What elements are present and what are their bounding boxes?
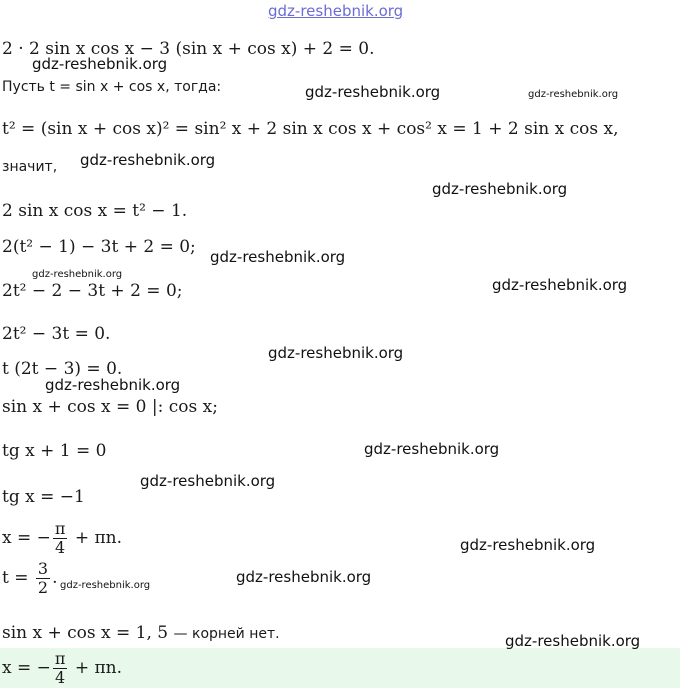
- eq13-right: + πn.: [74, 528, 122, 548]
- watermark: gdz-reshebnik.org: [236, 568, 372, 586]
- watermark-link[interactable]: gdz-reshebnik.org: [268, 2, 404, 20]
- equation-line-7: 2t² − 2 − 3t + 2 = 0;: [2, 281, 183, 301]
- watermark: gdz-reshebnik.org: [45, 376, 181, 394]
- watermark: gdz-reshebnik.org: [528, 89, 619, 100]
- watermark: gdz-reshebnik.org: [364, 440, 500, 458]
- watermark: gdz-reshebnik.org: [32, 55, 168, 73]
- watermark: gdz-reshebnik.org: [140, 472, 276, 490]
- watermark: gdz-reshebnik.org: [268, 344, 404, 362]
- equation-line-3: t² = (sin x + cos x)² = sin² x + 2 sin x cos x + cos² x = 1 + 2 sin x cos x,: [2, 119, 619, 139]
- eq14-left: t =: [2, 568, 29, 588]
- eq13-left: x = −: [2, 528, 51, 548]
- watermark: gdz-reshebnik.org: [460, 536, 596, 554]
- watermark: gdz-reshebnik.org: [492, 276, 628, 294]
- fraction-denominator: 4: [55, 668, 66, 687]
- answer-left: x = −: [2, 658, 51, 678]
- equation-line-10: sin x + cos x = 0 |: cos x;: [2, 397, 218, 417]
- watermark: gdz-reshebnik.org: [80, 151, 216, 169]
- equation-line-6: 2(t² − 1) − 3t + 2 = 0;: [2, 237, 196, 257]
- fraction-pi-over-4: [53, 520, 68, 557]
- fraction-numerator: π: [54, 649, 66, 668]
- watermark: gdz-reshebnik.org: [432, 180, 568, 198]
- watermark: gdz-reshebnik.org: [305, 83, 441, 101]
- equation-line-8: 2t² − 3t = 0.: [2, 324, 111, 344]
- fraction-3-over-2: [36, 560, 50, 597]
- equation-line-9: t (2t − 3) = 0.: [2, 359, 123, 379]
- fraction-denominator: 4: [55, 538, 66, 557]
- equation-line-14: [2, 560, 57, 597]
- eq15-math: sin x + cos x = 1, 5: [2, 623, 169, 643]
- watermark: gdz-reshebnik.org: [210, 248, 346, 266]
- equation-line-11: tg x + 1 = 0: [2, 441, 107, 461]
- text-line-hence: значит,: [2, 159, 58, 175]
- text-line-let: Пусть t = sin x + cos x, тогда:: [2, 79, 222, 95]
- watermark: gdz-reshebnik.org: [60, 580, 151, 591]
- equation-line-5: 2 sin x cos x = t² − 1.: [2, 201, 188, 221]
- fraction-numerator: π: [54, 519, 66, 538]
- watermark: gdz-reshebnik.org: [32, 269, 123, 280]
- fraction-numerator: 3: [37, 559, 49, 578]
- fraction-pi-over-4: [53, 650, 68, 687]
- final-answer: [2, 650, 122, 687]
- equation-line-1: 2 · 2 sin x cos x − 3 (sin x + cos x) + 2 = 0.: [2, 39, 375, 59]
- fraction-denominator: 2: [37, 578, 49, 597]
- answer-right: + πn.: [74, 658, 122, 678]
- eq14-period: .: [52, 568, 58, 588]
- equation-line-15: [2, 622, 280, 645]
- watermark: gdz-reshebnik.org: [505, 632, 641, 650]
- eq15-text: — корней нет.: [173, 626, 280, 642]
- equation-line-12: tg x = −1: [2, 487, 85, 507]
- equation-line-13: [2, 520, 122, 557]
